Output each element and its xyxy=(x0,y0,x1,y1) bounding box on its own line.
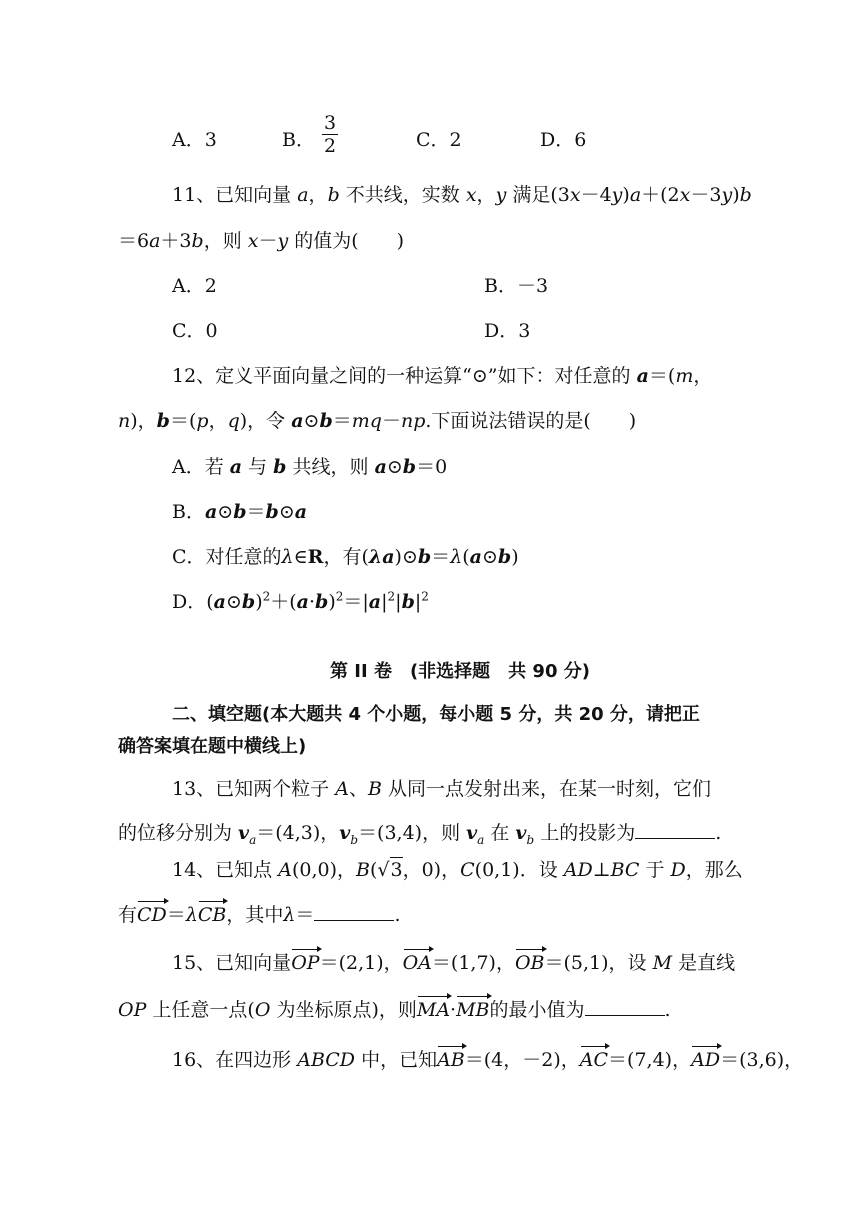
answer-blank[interactable] xyxy=(585,999,665,1016)
q11-option-b: B．－3 xyxy=(484,275,549,297)
var: y xyxy=(495,184,507,206)
vector-arrow: MA xyxy=(416,999,451,1021)
q12-line-2 xyxy=(118,409,636,433)
text: 从同一点发射出来，在某一时刻，它们 xyxy=(381,778,711,800)
text: ＝(3,4)，则 xyxy=(358,822,467,844)
vector-arrow: OB xyxy=(514,952,545,974)
vector: λa xyxy=(368,546,395,568)
text: . xyxy=(715,822,722,844)
section-title-line-2: 确答案填在题中横线上) xyxy=(118,736,307,757)
vector-arrow: CD xyxy=(137,904,167,926)
text: －4 xyxy=(580,184,612,206)
q11-option-c: C．0 xyxy=(172,320,218,342)
var: BC xyxy=(610,859,640,881)
text: (0,0)， xyxy=(291,859,356,881)
text: 的最小值为 xyxy=(489,999,585,1021)
text: 共线，则 xyxy=(286,456,375,478)
vector: b xyxy=(497,546,512,568)
exponent: 2 xyxy=(421,589,429,604)
var: x xyxy=(247,230,259,252)
var: λ xyxy=(281,546,294,568)
q13-line-2 xyxy=(118,821,721,845)
var: np xyxy=(400,410,426,432)
text: | xyxy=(395,591,402,613)
answer-blank[interactable] xyxy=(635,822,715,839)
text: ＝ xyxy=(166,904,186,926)
q10-option-a: A．3 xyxy=(172,129,217,151)
text: ) xyxy=(732,184,740,206)
vector: a xyxy=(469,546,482,568)
q11-line-1 xyxy=(172,183,752,207)
vector: b xyxy=(319,410,333,432)
var: λ xyxy=(185,904,198,926)
var: λ xyxy=(283,904,296,926)
var: OP xyxy=(118,999,147,1021)
text: － xyxy=(258,230,278,252)
q10-option-b-fraction xyxy=(322,112,338,157)
q13-line-1 xyxy=(172,777,711,801)
vector: b xyxy=(402,456,417,478)
q12-option-b xyxy=(172,500,307,524)
text: ， xyxy=(208,410,228,432)
text: ( xyxy=(369,859,378,881)
text: 13、已知两个粒子 xyxy=(172,778,336,800)
text: ， xyxy=(476,184,496,206)
text: ⊙ xyxy=(481,546,498,568)
text: ＝0 xyxy=(416,456,448,478)
exponent: 2 xyxy=(262,589,271,604)
q10-option-c: C．2 xyxy=(416,129,462,151)
text: ＋3 xyxy=(160,230,192,252)
text: 11、已知向量 xyxy=(172,184,298,206)
subscript: a xyxy=(477,832,485,847)
var: AD xyxy=(563,859,593,881)
q11-option-d: D．3 xyxy=(484,320,531,342)
text: ＝(2,1)， xyxy=(319,952,403,974)
q15-line-2 xyxy=(118,998,671,1022)
var: mq xyxy=(351,410,382,432)
q10-options xyxy=(172,112,772,166)
section-title-line-1: 二、填空题(本大题共 4 个小题，每小题 5 分，共 20 分，请把正 xyxy=(172,704,700,725)
q12-line-1 xyxy=(172,364,712,388)
var: b xyxy=(191,230,204,252)
q12-option-a xyxy=(172,455,447,479)
sqrt-sign: √ xyxy=(377,859,390,881)
q14-line-2 xyxy=(118,903,400,927)
var: n xyxy=(118,410,131,432)
vector-arrow: OA xyxy=(402,952,432,974)
text: ) xyxy=(255,591,263,613)
text: . xyxy=(394,904,401,926)
var: M xyxy=(652,952,673,974)
var: y xyxy=(721,184,733,206)
text: 上任意一点( xyxy=(146,999,255,1021)
text: ∈ xyxy=(293,546,308,568)
text: ＝ xyxy=(332,410,352,432)
vector: b xyxy=(401,591,415,613)
text: ＝(5,1)，设 xyxy=(544,952,653,974)
text: ＝(7,4)， xyxy=(608,1049,692,1071)
q11-option-a: A．2 xyxy=(172,275,217,297)
text: ＝ xyxy=(295,904,315,926)
text: ＋( xyxy=(270,591,297,613)
text: ⊙ xyxy=(386,456,403,478)
text: ，0)， xyxy=(402,859,461,881)
text: 、 xyxy=(348,778,368,800)
text: ，其中 xyxy=(226,904,284,926)
answer-blank[interactable] xyxy=(314,904,394,921)
var: q xyxy=(227,410,240,432)
var: D xyxy=(670,859,686,881)
var: m xyxy=(675,365,694,387)
text: 在 xyxy=(484,822,516,844)
text: ＝6 xyxy=(118,230,150,252)
subscript: a xyxy=(249,832,257,847)
text: ＝ xyxy=(431,546,451,568)
text: 16、在四边形 xyxy=(172,1049,298,1071)
text: | xyxy=(381,591,388,613)
q10-option-d: D．6 xyxy=(540,129,587,151)
text: ＝(4,3)， xyxy=(256,822,340,844)
var: p xyxy=(196,410,209,432)
var: A xyxy=(335,778,349,800)
text: | xyxy=(414,591,422,613)
text: ⊙ xyxy=(278,501,295,523)
text: · xyxy=(308,591,316,613)
q12-option-d xyxy=(172,590,429,614)
text: ⊙ xyxy=(225,591,242,613)
vector-arrow: CB xyxy=(197,904,227,926)
vector: v xyxy=(238,822,250,844)
var: C xyxy=(460,859,475,881)
text: ) xyxy=(622,184,630,206)
text: ， xyxy=(693,365,713,387)
text: 15、已知向量 xyxy=(172,952,292,974)
vector: v xyxy=(466,822,478,844)
text: 有 xyxy=(118,904,138,926)
text: 上的投影为 xyxy=(534,822,636,844)
q12-option-c xyxy=(172,545,519,569)
text: ， xyxy=(308,184,328,206)
text: 与 xyxy=(242,456,274,478)
text: ⊥ xyxy=(592,859,611,881)
var: A xyxy=(278,859,292,881)
vector-arrow: AD xyxy=(691,1049,721,1071)
vector: b xyxy=(417,546,432,568)
text: ) xyxy=(328,591,336,613)
text: ＋(2 xyxy=(641,184,680,206)
var: a xyxy=(629,184,642,206)
vector: a xyxy=(374,456,387,478)
text: ＝(3,6)， xyxy=(720,1049,804,1071)
vector: b xyxy=(241,591,256,613)
vector: a xyxy=(213,591,226,613)
vector: a xyxy=(204,501,218,523)
q16-line-1 xyxy=(172,1048,803,1072)
exponent: 2 xyxy=(335,589,344,604)
text: 的位移分别为 xyxy=(118,822,239,844)
var: b xyxy=(327,184,340,206)
vector: v xyxy=(515,822,527,844)
text: ) xyxy=(511,546,519,568)
text: ＝(4，－2)， xyxy=(464,1049,580,1071)
text: 的值为( ) xyxy=(288,230,405,252)
subscript: b xyxy=(526,832,535,847)
text: ，那么 xyxy=(685,859,743,881)
text: ( xyxy=(462,546,470,568)
text: C．对任意的 xyxy=(172,546,282,568)
text: A．若 xyxy=(172,456,230,478)
text: 不共线，实数 xyxy=(339,184,466,206)
var: y xyxy=(611,184,623,206)
var: x xyxy=(569,184,581,206)
sqrt-radicand: 3 xyxy=(390,859,403,881)
text: .下面说法错误的是( ) xyxy=(425,410,637,432)
var: B xyxy=(356,859,370,881)
var: y xyxy=(277,230,289,252)
vector-arrow: OP xyxy=(291,952,320,974)
var: ABCD xyxy=(297,1049,356,1071)
text: ⊙ xyxy=(217,501,234,523)
text: )，令 xyxy=(239,410,292,432)
text: · xyxy=(450,999,457,1021)
vector: a xyxy=(636,365,649,387)
fraction-denominator: 2 xyxy=(324,135,337,157)
vector: b xyxy=(156,410,170,432)
vector: v xyxy=(339,822,351,844)
var: O xyxy=(254,999,271,1021)
fraction-numerator: 3 xyxy=(324,112,337,134)
q10-option-b-label: B． xyxy=(282,129,315,151)
text: ＝( xyxy=(169,410,197,432)
var: a xyxy=(297,184,309,206)
text: ＝ xyxy=(246,501,266,523)
var: b xyxy=(739,184,752,206)
text: ，则 xyxy=(203,230,248,252)
text: 为坐标原点)，则 xyxy=(270,999,417,1021)
text: 满足(3 xyxy=(506,184,570,206)
var: x xyxy=(465,184,477,206)
text: ＝| xyxy=(343,591,369,613)
text: D．( xyxy=(172,591,214,613)
text: 于 xyxy=(639,859,671,881)
vector: b xyxy=(265,501,279,523)
text: B． xyxy=(172,501,205,523)
exponent: 2 xyxy=(387,589,396,604)
var: B xyxy=(367,778,382,800)
subscript: b xyxy=(350,832,359,847)
q15-line-1 xyxy=(172,951,735,975)
real-set: R xyxy=(307,546,324,568)
text: － xyxy=(381,410,401,432)
vector: a xyxy=(229,456,243,478)
vector: a xyxy=(296,591,309,613)
text: ，有( xyxy=(323,546,369,568)
vector: a xyxy=(291,410,304,432)
part2-title: 第 II 卷 (非选择题 共 90 分) xyxy=(330,661,590,682)
var: a xyxy=(149,230,161,252)
vector: a xyxy=(368,591,382,613)
text: ⊙ xyxy=(303,410,320,432)
vector-arrow: AB xyxy=(437,1049,465,1071)
var: x xyxy=(679,184,691,206)
vector-arrow: AC xyxy=(579,1049,609,1071)
q14-line-1 xyxy=(172,857,743,882)
text: ＝(1,7)， xyxy=(431,952,515,974)
text: (0,1)．设 xyxy=(474,859,564,881)
text: )， xyxy=(130,410,157,432)
q11-line-2 xyxy=(118,229,404,253)
vector: b xyxy=(315,591,329,613)
text: ＝( xyxy=(648,365,676,387)
text: 是直线 xyxy=(672,952,736,974)
q10-option-b xyxy=(282,128,315,152)
vector-arrow: MB xyxy=(456,999,490,1021)
text: )⊙ xyxy=(394,546,418,568)
var: λ xyxy=(450,546,463,568)
text: 12、定义平面向量之间的一种运算“⊙”如下：对任意的 xyxy=(172,365,637,387)
text: . xyxy=(664,999,671,1021)
text: －3 xyxy=(690,184,722,206)
text: 14、已知点 xyxy=(172,859,279,881)
vector: a xyxy=(294,501,308,523)
vector: b xyxy=(233,501,247,523)
text: 中，已知 xyxy=(355,1049,438,1071)
vector: b xyxy=(273,456,287,478)
